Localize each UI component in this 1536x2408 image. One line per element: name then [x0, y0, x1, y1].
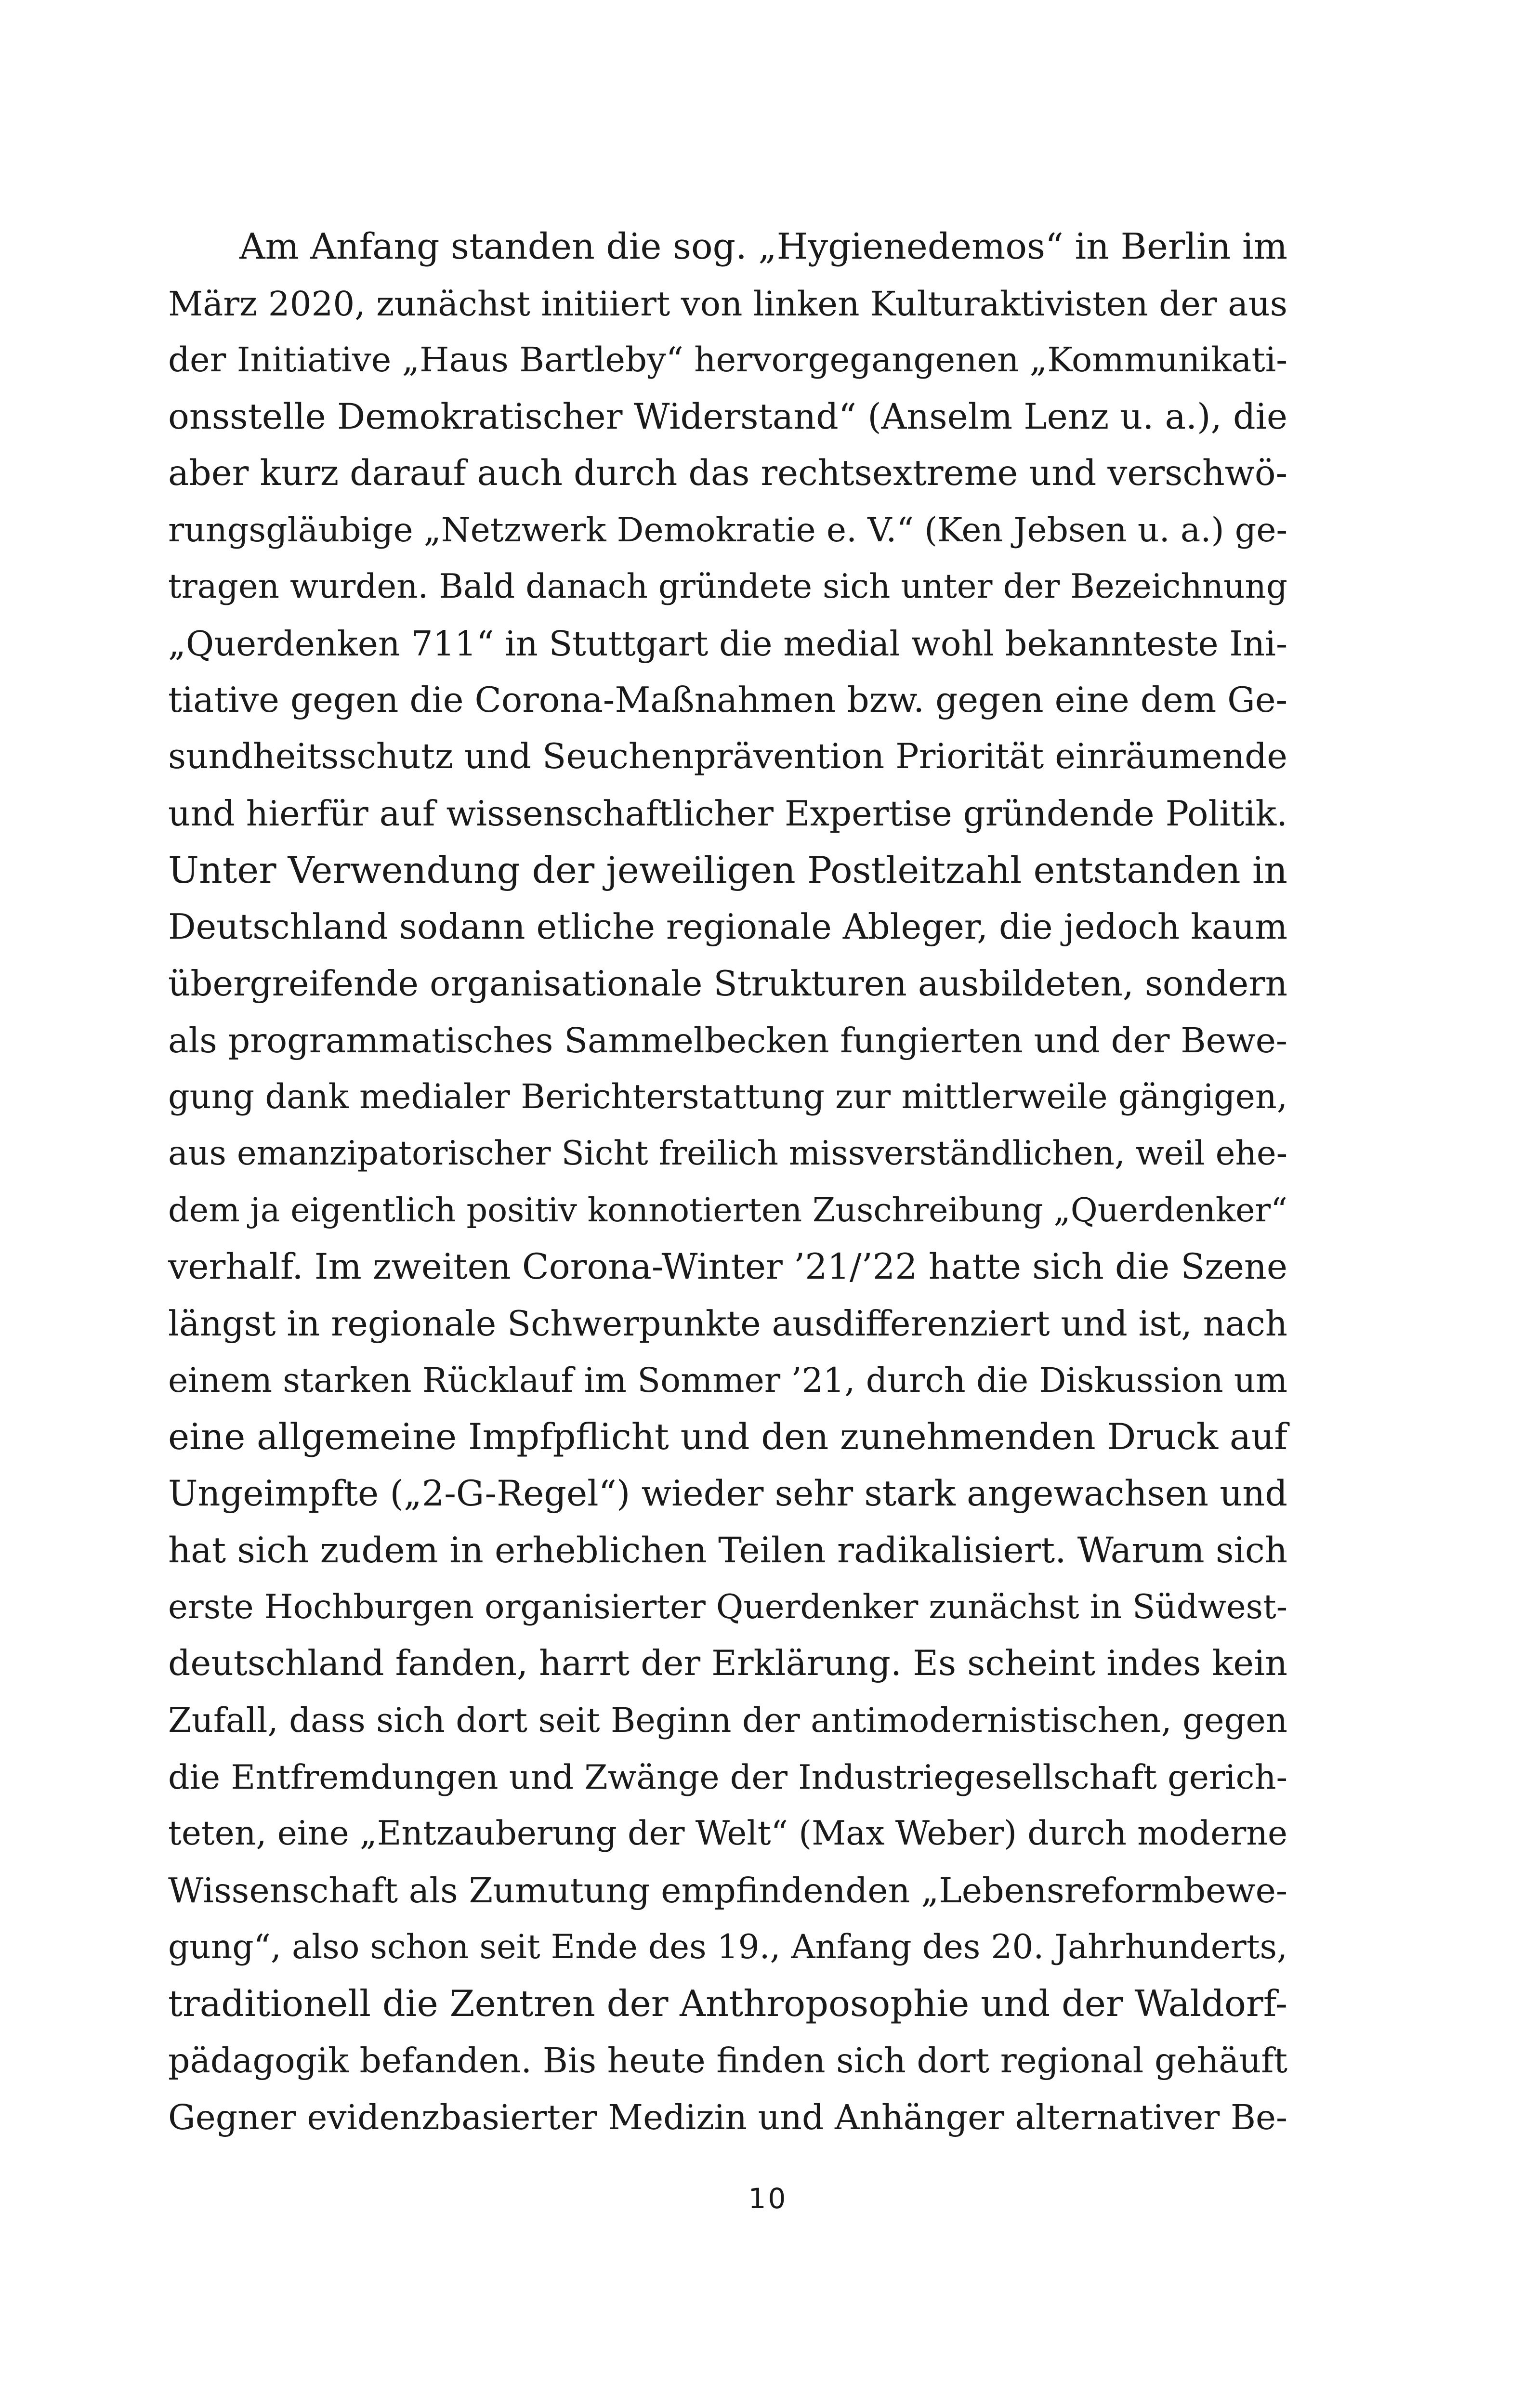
text-line: März 2020, zunächst initiiert von linken Kulturaktivisten der aus — [168, 283, 1287, 324]
text-line: der Initiative „Haus Bartleby“ hervorgegangenen „Kommunikati- — [168, 340, 1287, 380]
text-line: rungsgläubige „Netzwerk Demokratie e. V.“ (Ken Jebsen u. a.) ge- — [168, 510, 1287, 550]
text-line: gung“, also schon seit Ende des 19., Anfang des 20. Jahrhunderts, — [168, 1927, 1287, 1966]
body-text — [168, 219, 1287, 2146]
text-line: deutschland fanden, harrt der Erklärung. Es scheint indes kein — [168, 1643, 1287, 1684]
text-line: erste Hochburgen organisierter Querdenker zunächst in Südwest- — [168, 1587, 1287, 1626]
text-line: aus emanzipatorischer Sicht freilich missverständlichen, weil ehe- — [168, 1134, 1287, 1173]
text-line: verhalf. Im zweiten Corona-Winter ’21/’22 hatte sich die Szene — [168, 1246, 1288, 1288]
text-line: tragen wurden. Bald danach gründete sich unter der Bezeichnung — [168, 567, 1287, 606]
text-line: sundheitsschutz und Seuchenprävention Priorität einräumende — [168, 736, 1287, 777]
text-line: Am Anfang standen die sog. „Hygienedemos“ in Berlin im — [239, 226, 1287, 267]
text-line: und hierfür auf wissenschaftlicher Expertise gründende Politik. — [168, 793, 1287, 834]
text-line: längst in regionale Schwerpunkte ausdifferenziert und ist, nach — [168, 1303, 1287, 1344]
text-line: „Querdenken 711“ in Stuttgart die medial wohl bekannteste Ini- — [168, 623, 1287, 664]
text-line: Wissenschaft als Zumutung empfindenden „Lebensreformbewe- — [168, 1870, 1287, 1911]
text-line: traditionell die Zentren der Anthroposophie und der Waldorf- — [168, 1983, 1287, 2025]
text-line: einem starken Rücklauf im Sommer ’21, durch die Diskussion um — [168, 1361, 1287, 1400]
text-line: tiative gegen die Corona-Maßnahmen bzw. gegen eine dem Ge- — [168, 680, 1288, 720]
text-line: als programmatisches Sammelbecken fungierten und der Bewe- — [168, 1020, 1287, 1060]
page-number: 10 — [748, 2182, 788, 2215]
text-line: onsstelle Demokratischer Widerstand“ (Anselm Lenz u. a.), die — [168, 396, 1287, 438]
text-line: hat sich zudem in erheblichen Teilen radikalisiert. Warum sich — [168, 1530, 1287, 1571]
text-line: die Entfremdungen und Zwänge der Industriegesellschaft gerich- — [168, 1757, 1287, 1797]
text-line: pädagogik befanden. Bis heute finden sich dort regional gehäuft — [168, 2041, 1287, 2081]
text-line: Deutschland sodann etliche regionale Ableger, die jedoch kaum — [168, 906, 1287, 947]
text-line: teten, eine „Entzauberung der Welt“ (Max Weber) durch moderne — [168, 1814, 1287, 1853]
text-line: übergreifende organisationale Strukturen ausbildeten, sondern — [168, 963, 1287, 1004]
text-line: Unter Verwendung der jeweiligen Postleitzahl entstanden in — [168, 849, 1287, 891]
text-line: Ungeimpfte („2-G-Regel“) wieder sehr stark angewachsen und — [168, 1473, 1287, 1515]
text-line: Gegner evidenzbasierter Medizin und Anhänger alternativer Be- — [168, 2097, 1287, 2137]
text-line: gung dank medialer Berichterstattung zur mittlerweile gängigen, — [168, 1077, 1287, 1117]
text-line: aber kurz darauf auch durch das rechtsextreme und verschwö- — [168, 453, 1288, 494]
text-line: Zufall, dass sich dort seit Beginn der antimodernistischen, gegen — [168, 1700, 1287, 1740]
text-line: eine allgemeine Impfpflicht und den zunehmenden Druck auf — [168, 1416, 1287, 1458]
text-line: dem ja eigentlich positiv konnotierten Zuschreibung „Querdenker“ — [168, 1191, 1287, 1230]
